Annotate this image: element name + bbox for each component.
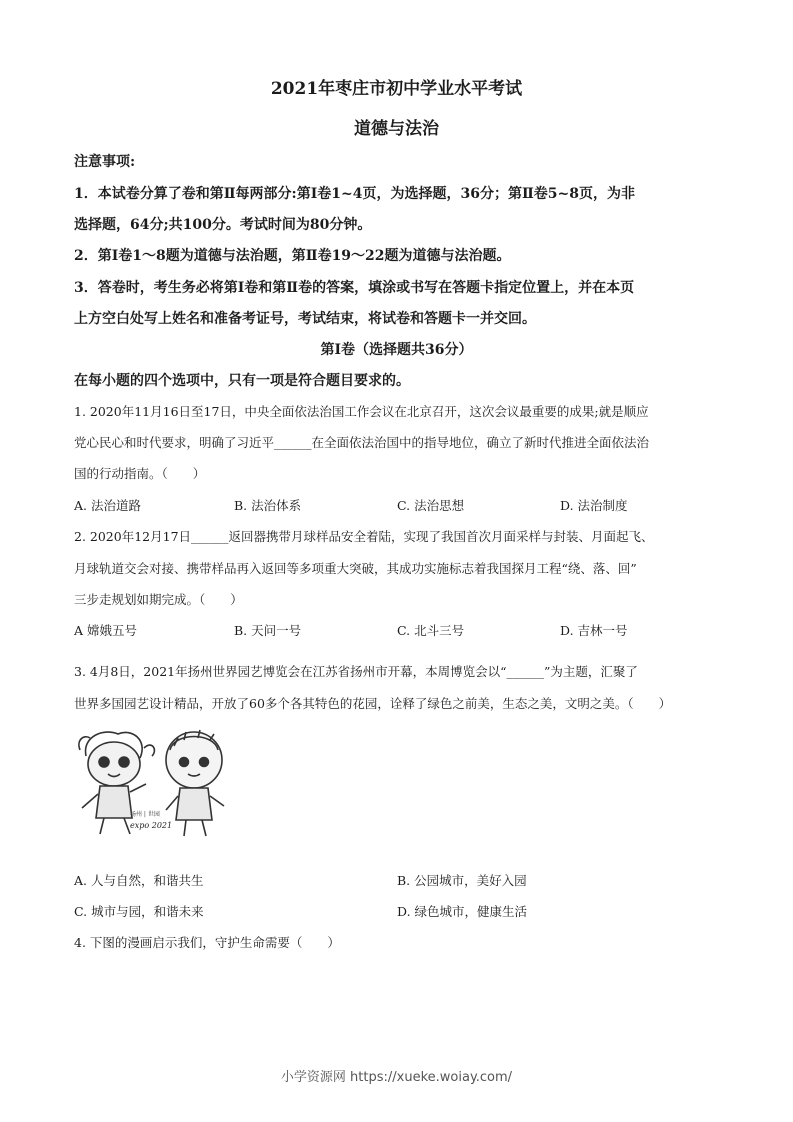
- question-3-option-a: A. 人与自然，和谐共生: [74, 873, 204, 888]
- footer-watermark: 小学资源网 https://xueke.woiay.com/: [280, 1070, 513, 1085]
- question-3-line: 世界多国园艺设计精品，开放了60多个各其特色的花园，诠释了绿色之前美，生态之美，文明之美。（ ）: [74, 696, 672, 711]
- expo-caption-en: expo 2021: [130, 821, 173, 830]
- notice-line: 上方空白处写上姓名和准备考证号，考试结束，将试卷和答题卡一并交回。: [74, 311, 536, 327]
- question-3-option-b: B. 公园城市，美好入园: [397, 873, 527, 888]
- question-3-line: 3. 4月8日，2021年扬州世界园艺博览会在江苏省扬州市开幕，本周博览会以“______”为主题，汇聚了: [74, 664, 638, 679]
- expo-mascot-illustration: [74, 726, 246, 844]
- question-2-option-c: C. 北斗三号: [397, 623, 465, 638]
- question-3-option-c: C. 城市与园，和谐未来: [74, 904, 204, 919]
- exam-title: 2021年枣庄市初中学业水平考试: [270, 79, 523, 99]
- question-1-line: 党心民心和时代要求，明确了习近平______在全面依法治国中的指导地位，确立了新时代推进全面依法治: [74, 435, 650, 450]
- question-4-line: 4. 下图的漫画启示我们，守护生命需要（ ）: [74, 935, 340, 950]
- section-title: 第Ⅰ卷（选择题共36分）: [320, 342, 473, 358]
- notice-line: 选择题，64分;共100分。考试时间为80分钟。: [74, 217, 372, 233]
- question-2-line: 三步走规划如期完成。（ ）: [74, 592, 243, 607]
- section-instruction: 在每小题的四个选项中，只有一项是符合题目要求的。: [74, 373, 410, 389]
- question-2-option-a: A 嫦娥五号: [74, 623, 138, 638]
- question-3-option-d: D. 绿色城市，健康生活: [397, 904, 528, 919]
- notice-line: 2．第Ⅰ卷1～8题为道德与法治题，第Ⅱ卷19～22题为道德与法治题。: [74, 248, 511, 264]
- question-1-option-d: D. 法治制度: [560, 498, 628, 513]
- mascot-drawing: [74, 726, 246, 844]
- question-1-option-c: C. 法治思想: [397, 498, 465, 513]
- question-2-option-d: D. 吉林一号: [560, 623, 628, 638]
- subject-title: 道德与法治: [354, 119, 439, 139]
- notice-line: 3．答卷时，考生务必将第Ⅰ卷和第Ⅱ卷的答案，填涂或书写在答题卡指定位置上，并在本页: [74, 280, 635, 296]
- notice-heading: 注意事项:: [74, 154, 136, 170]
- question-1-line: 1. 2020年11月16日至17日，中央全面依法治国工作会议在北京召开，这次会议最重要的成果;就是顺应: [74, 404, 649, 419]
- question-1-line: 国的行动指南。（ ）: [74, 466, 206, 481]
- notice-line: 1．本试卷分算了卷和第Ⅱ每两部分:第Ⅰ卷1~4页，为选择题，36分；第Ⅱ卷5~8页，为非: [74, 186, 635, 202]
- question-2-line: 2. 2020年12月17日______返回器携带月球样品安全着陆，实现了我国首次月面采样与封装、月面起飞、: [74, 529, 654, 544]
- question-1-option-b: B. 法治体系: [234, 498, 302, 513]
- question-1-option-a: A. 法治道路: [74, 498, 141, 513]
- question-2-line: 月球轨道交会对接、携带样品再入返回等多项重大突破，其成功实施标志着我国探月工程“绕、落、回”: [74, 561, 637, 576]
- expo-caption-cn: 扬州 | 世园: [130, 811, 160, 818]
- question-2-option-b: B. 天问一号: [234, 623, 302, 638]
